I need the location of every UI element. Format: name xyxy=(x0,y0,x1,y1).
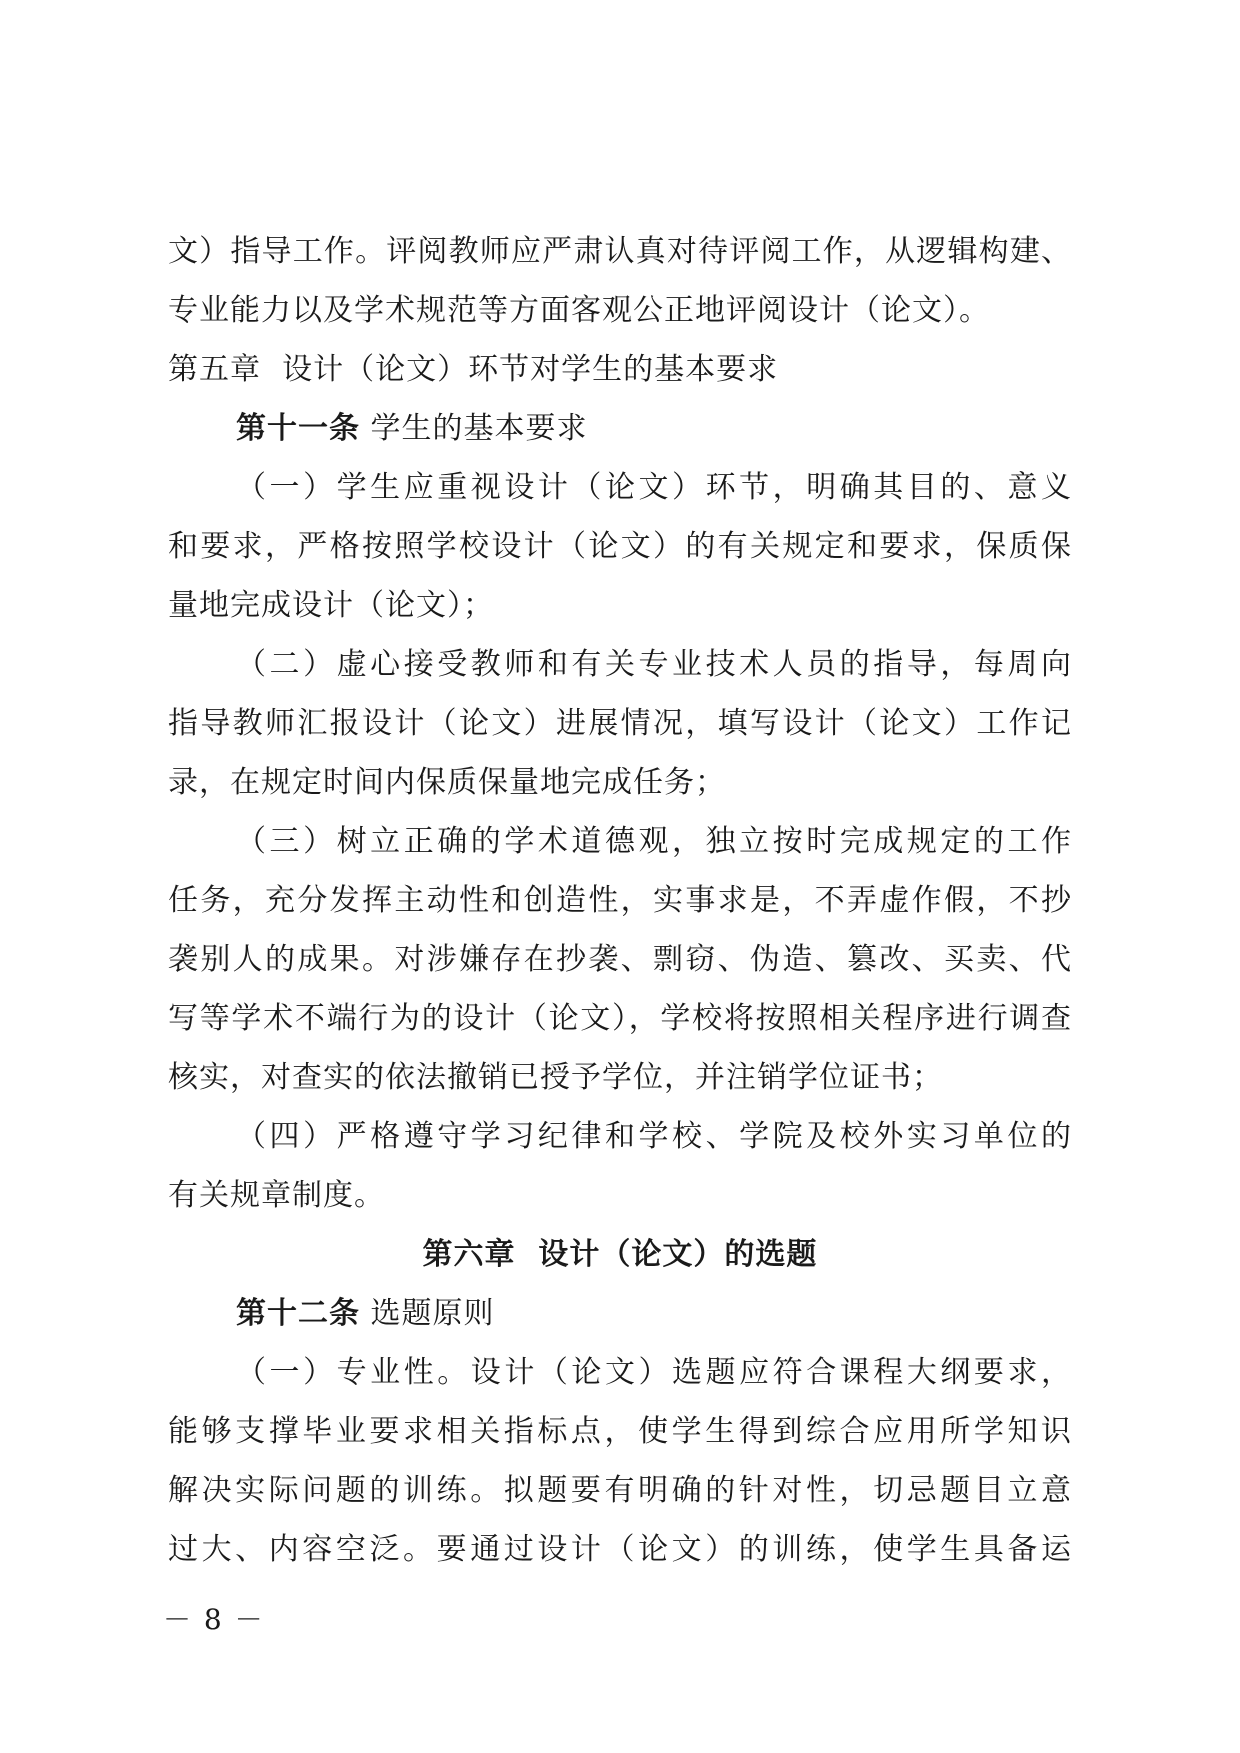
paragraph-line: 核实，对查实的依法撤销已授予学位，并注销学位证书； xyxy=(168,1060,943,1095)
paragraph-line: 能够支撑毕业要求相关指标点，使学生得到综合应用所学知识 xyxy=(168,1414,1072,1449)
paragraph-line: （三）树立正确的学术道德观，独立按时完成规定的工作 xyxy=(236,824,1072,859)
paragraph-line: 任务，充分发挥主动性和创造性，实事求是，不弄虚作假，不抄 xyxy=(168,883,1072,918)
document-body xyxy=(168,222,1072,1579)
paragraph-line: 有关规章制度。 xyxy=(168,1178,385,1213)
paragraph-line: （四）严格遵守学习纪律和学校、学院及校外实习单位的 xyxy=(236,1119,1072,1154)
article12-heading xyxy=(168,1284,1072,1343)
paragraph-line: 指导教师汇报设计（论文）进展情况，填写设计（论文）工作记 xyxy=(168,706,1072,741)
paragraph-line: 解决实际问题的训练。拟题要有明确的针对性，切忌题目立意 xyxy=(168,1473,1072,1508)
paragraph-line: 量地完成设计（论文）； xyxy=(168,588,494,623)
paragraph-line: 写等学术不端行为的设计（论文），学校将按照相关程序进行调查 xyxy=(168,1001,1072,1036)
chapter6-title: 第六章 设计（论文）的选题 xyxy=(422,1237,818,1272)
paragraph-line: （一）专业性。设计（论文）选题应符合课程大纲要求， xyxy=(236,1355,1072,1390)
body-line: 文）指导工作。评阅教师应严肃认真对待评阅工作，从逻辑构建、 xyxy=(168,234,1072,269)
page-number: － 8 － xyxy=(163,1603,265,1636)
paragraph-line: 录，在规定时间内保质保量地完成任务； xyxy=(168,765,726,800)
paragraph-line: （二）虚心接受教师和有关专业技术人员的指导，每周向 xyxy=(236,647,1072,682)
body-line: 专业能力以及学术规范等方面客观公正地评阅设计（论文）。 xyxy=(168,293,990,328)
paragraph-line: 和要求，严格按照学校设计（论文）的有关规定和要求，保质保 xyxy=(168,529,1072,564)
paragraph-line: 袭别人的成果。对涉嫌存在抄袭、剽窃、伪造、篡改、买卖、代 xyxy=(168,942,1072,977)
paragraph-line: （一）学生应重视设计（论文）环节，明确其目的、意义 xyxy=(236,470,1072,505)
chapter5-title: 第五章 设计（论文）环节对学生的基本要求 xyxy=(168,352,779,387)
article-label: 第十二条 xyxy=(236,1296,360,1331)
article-label: 第十一条 xyxy=(236,411,360,446)
article-heading-text: 选题原则 xyxy=(370,1296,495,1331)
paragraph-line: 过大、内容空泛。要通过设计（论文）的训练，使学生具备运 xyxy=(168,1532,1072,1567)
article11-heading xyxy=(168,399,1072,458)
article-heading-text: 学生的基本要求 xyxy=(370,411,588,446)
